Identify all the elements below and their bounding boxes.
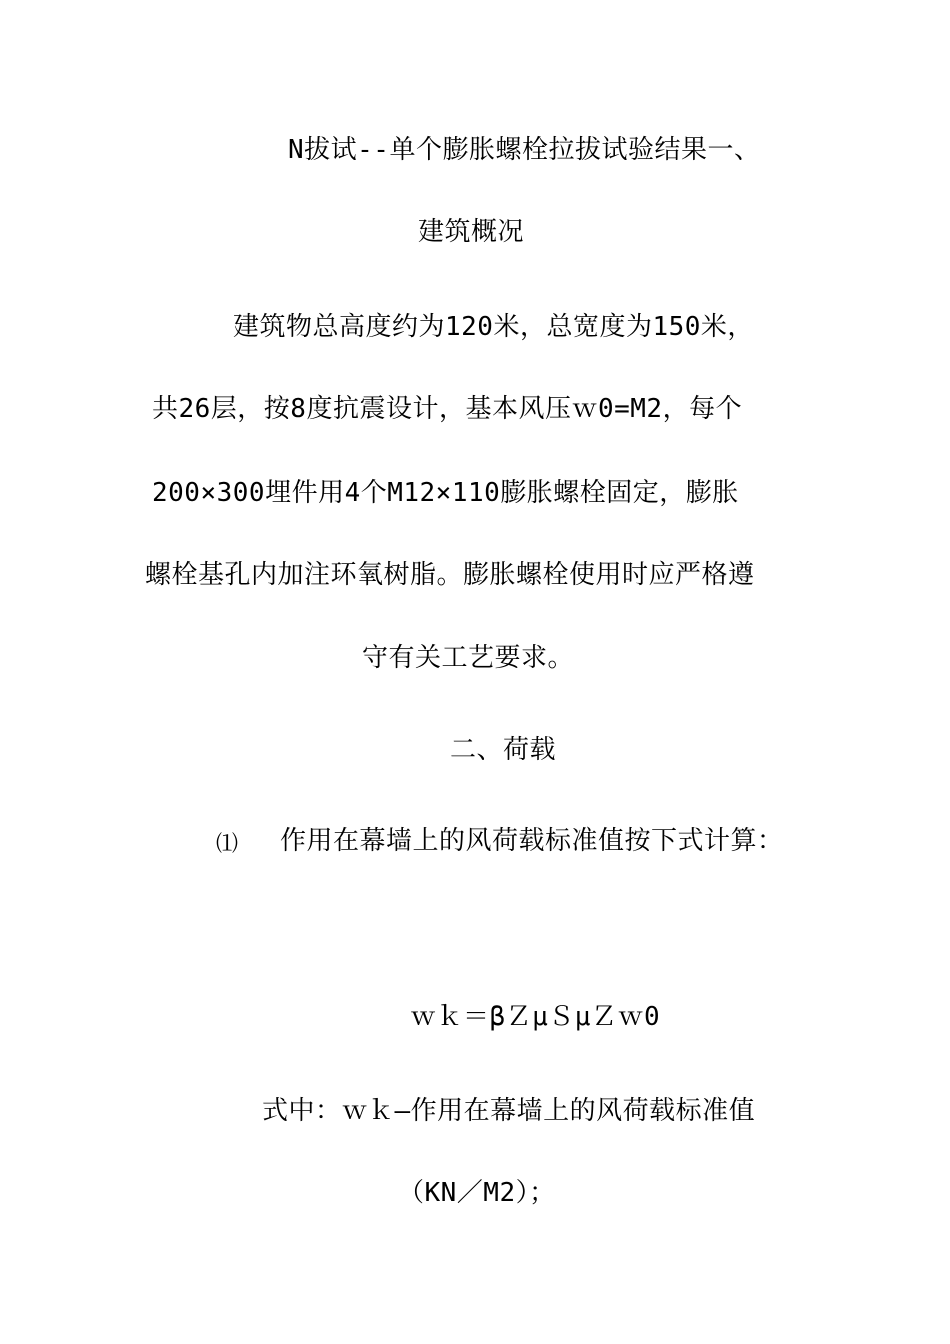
paragraph-line-3: 200×300埋件用4个M12×110膨胀螺栓固定，膨胀 (152, 478, 739, 508)
paragraph-line-4: 螺栓基孔内加注环氧树脂。膨胀螺栓使用时应严格遵 (145, 560, 755, 590)
definition-line-1: 式中：ｗｋ—作用在幕墙上的风荷载标准值 (262, 1096, 756, 1126)
definition-line-2: （KN／M2）； (398, 1178, 556, 1208)
paragraph-line-1: 建筑物总高度约为120米，总宽度为150米， (233, 312, 754, 342)
document-title-line-1: N拔试--单个膨胀螺栓拉拔试验结果一、 (288, 135, 761, 165)
formula: ｗｋ＝βＺμＳμＺｗ0 (410, 1002, 661, 1032)
section-heading: 二、荷载 (450, 735, 557, 765)
document-title-line-2: 建筑概况 (418, 217, 525, 247)
paragraph-line-2: 共26层，按8度抗震设计，基本风压ｗ0=M2，每个 (152, 394, 743, 424)
list-item-text: 作用在幕墙上的风荷载标准值按下式计算： (280, 826, 784, 856)
paragraph-line-5: 守有关工艺要求。 (362, 643, 575, 673)
list-item-number: ⑴ (216, 832, 239, 857)
